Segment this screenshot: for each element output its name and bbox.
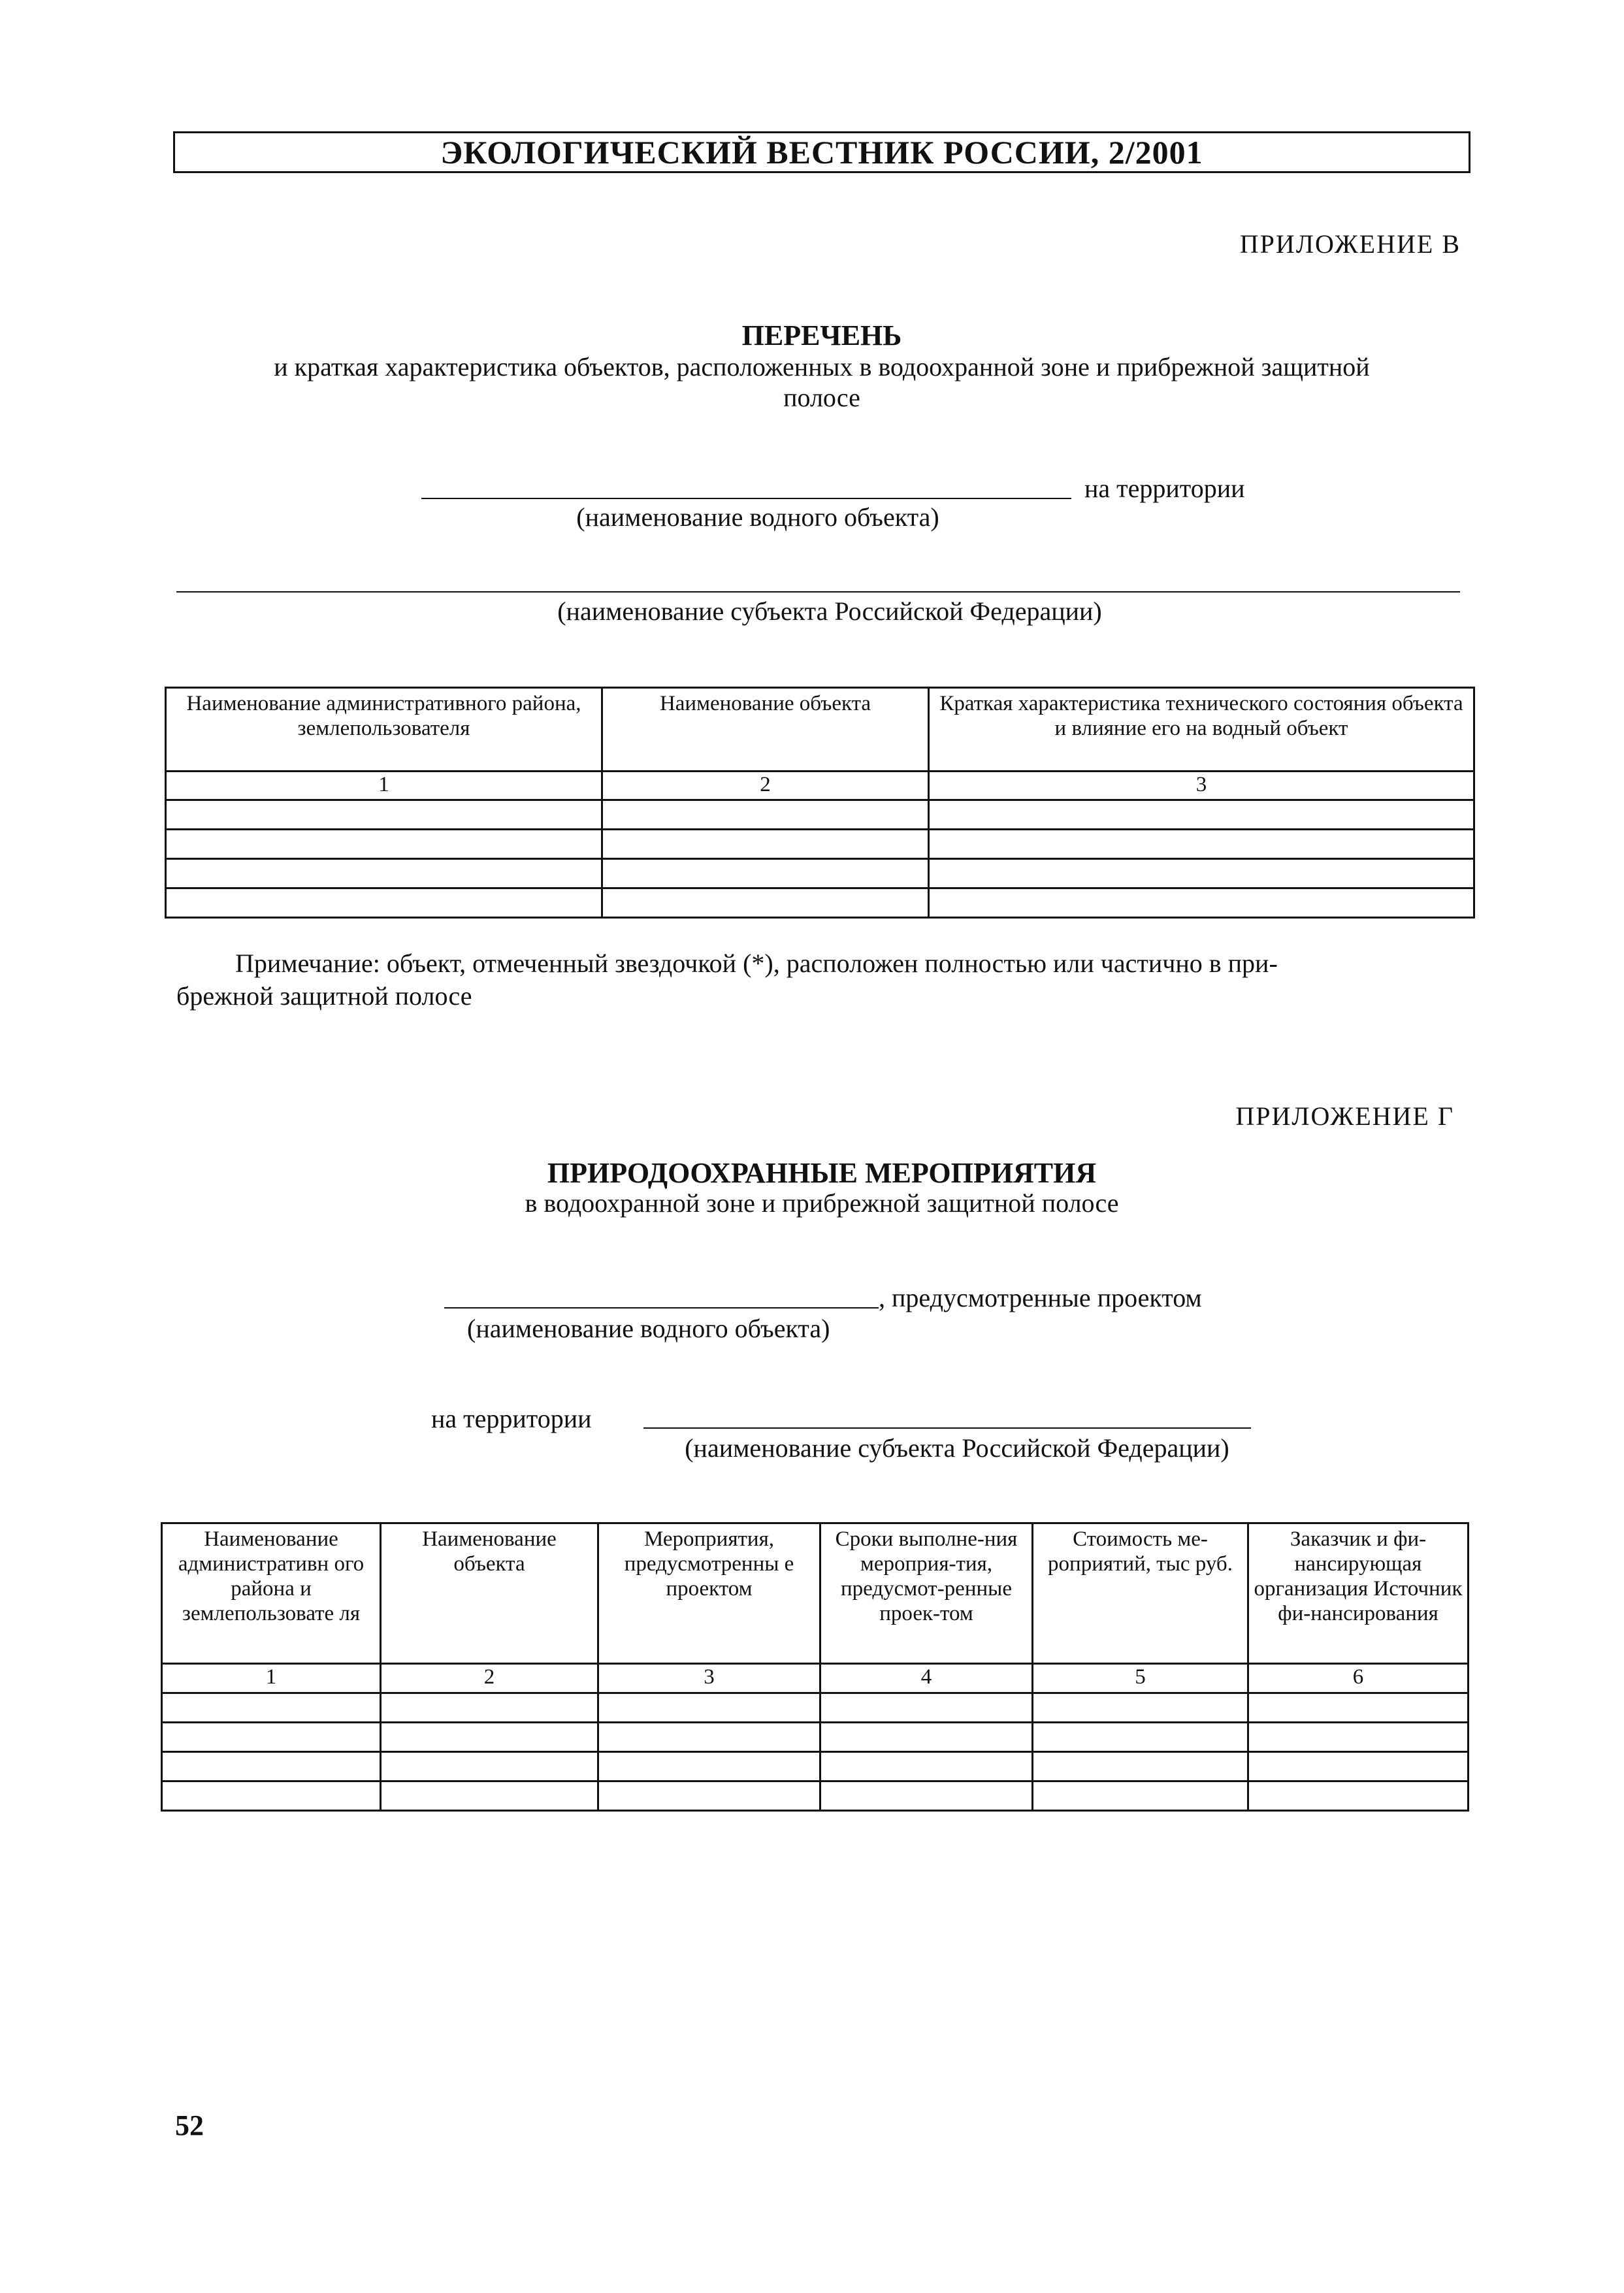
- col-number: 2: [602, 772, 929, 800]
- water-object-caption: (наименование водного объекта): [576, 502, 939, 532]
- appendix-g-title: ПРИРОДООХРАННЫЕ МЕРОПРИЯТИЯ: [547, 1157, 1097, 1189]
- table-row: [162, 1723, 1469, 1752]
- table-row: [162, 1752, 1469, 1781]
- table-cell: [162, 1752, 381, 1781]
- table-row: [166, 830, 1474, 859]
- table-cell: [602, 800, 929, 830]
- provided-by-project-text: , предусмотренные проектом: [879, 1283, 1202, 1312]
- table-cell: [929, 859, 1474, 888]
- header-object: Наименование объекта: [381, 1523, 598, 1664]
- header-cost: Стоимость ме-роприятий, тыс руб.: [1033, 1523, 1248, 1664]
- table-header-row: [162, 1523, 1469, 1664]
- appendix-v-title: ПЕРЕЧЕНЬ: [741, 319, 902, 351]
- table-row: [166, 800, 1474, 830]
- water-object-caption-g: (наименование водного объекта): [467, 1314, 830, 1343]
- table-cell: [598, 1752, 820, 1781]
- table-cell: [381, 1752, 598, 1781]
- table-cell: [602, 830, 929, 859]
- table-header-row: [166, 688, 1474, 772]
- table-number-row: [166, 772, 1474, 800]
- col-number: 5: [1033, 1664, 1248, 1693]
- measures-table: [161, 1522, 1469, 1812]
- table-cell: [1033, 1752, 1248, 1781]
- appendix-g-label: ПРИЛОЖЕНИЕ Г: [1235, 1101, 1454, 1131]
- header-object: Наименование объекта: [602, 688, 929, 772]
- table-cell: [929, 888, 1474, 918]
- table-cell: [162, 1723, 381, 1752]
- header-district: Наименование административного района, землепользователя: [166, 688, 602, 772]
- table-cell: [1248, 1723, 1469, 1752]
- header-measures: Мероприятия, предусмотренны е проектом: [598, 1523, 820, 1664]
- col-number: 4: [820, 1664, 1033, 1693]
- table-cell: [598, 1723, 820, 1752]
- table-cell: [1248, 1781, 1469, 1811]
- table-cell: [929, 800, 1474, 830]
- objects-table: [165, 687, 1475, 919]
- col-number: 1: [162, 1664, 381, 1693]
- table-cell: [820, 1723, 1033, 1752]
- header-customer: Заказчик и фи-нансирующая организация Источник фи-нансирования: [1248, 1523, 1469, 1664]
- table-cell: [381, 1781, 598, 1811]
- table-cell: [820, 1781, 1033, 1811]
- appendix-v-subtitle-2: полосе: [783, 383, 860, 412]
- table-cell: [162, 1693, 381, 1723]
- table-cell: [602, 888, 929, 918]
- table-cell: [598, 1693, 820, 1723]
- journal-title: ЭКОЛОГИЧЕСКИЙ ВЕСТНИК РОССИИ, 2/2001: [440, 134, 1203, 171]
- note-line-2: брежной защитной полосе: [176, 981, 472, 1011]
- appendix-v-label: ПРИЛОЖЕНИЕ В: [1239, 229, 1461, 259]
- table-row: [162, 1693, 1469, 1723]
- table-cell: [820, 1752, 1033, 1781]
- col-number: 1: [166, 772, 602, 800]
- table-cell: [166, 888, 602, 918]
- header-district: Наименование административн ого района и землепользовате ля: [162, 1523, 381, 1664]
- water-object-blank: [421, 498, 1071, 499]
- header-deadlines: Сроки выполне-ния мероприя-тия, предусмот-ренные проек-том: [820, 1523, 1033, 1664]
- table-cell: [381, 1723, 598, 1752]
- table-row: [162, 1781, 1469, 1811]
- col-number: 6: [1248, 1664, 1469, 1693]
- table-cell: [929, 830, 1474, 859]
- note-line-1: Примечание: объект, отмеченный звездочкой (*), расположен полностью или частично в при-: [235, 949, 1278, 978]
- water-object-blank-g: [444, 1307, 879, 1309]
- table-cell: [166, 800, 602, 830]
- page-number: 52: [175, 2109, 204, 2141]
- header-characteristic: Краткая характеристика технического состояния объекта и влияние его на водный объект: [929, 688, 1474, 772]
- table-cell: [1033, 1693, 1248, 1723]
- table-number-row: [162, 1664, 1469, 1693]
- table-row: [166, 888, 1474, 918]
- appendix-v-subtitle-1: и краткая характеристика объектов, расположенных в водоохранной зоне и прибрежной защитной: [274, 352, 1370, 382]
- on-territory-text: на территории: [1084, 474, 1245, 503]
- table-cell: [1033, 1781, 1248, 1811]
- table-cell: [820, 1693, 1033, 1723]
- col-number: 3: [598, 1664, 820, 1693]
- subject-caption: (наименование субъекта Российской Федерации): [557, 596, 1102, 626]
- table-cell: [1248, 1693, 1469, 1723]
- table-cell: [602, 859, 929, 888]
- table-cell: [381, 1693, 598, 1723]
- table-cell: [1248, 1752, 1469, 1781]
- table-cell: [598, 1781, 820, 1811]
- table-row: [166, 859, 1474, 888]
- subject-blank-g: [643, 1427, 1251, 1429]
- table-cell: [166, 859, 602, 888]
- appendix-g-subtitle: в водоохранной зоне и прибрежной защитной полосе: [525, 1188, 1119, 1218]
- table-cell: [1033, 1723, 1248, 1752]
- table-cell: [166, 830, 602, 859]
- on-territory-text-g: на территории: [431, 1404, 592, 1433]
- subject-blank: [176, 591, 1460, 593]
- col-number: 3: [929, 772, 1474, 800]
- col-number: 2: [381, 1664, 598, 1693]
- table-cell: [162, 1781, 381, 1811]
- subject-caption-g: (наименование субъекта Российской Федерации): [685, 1433, 1229, 1463]
